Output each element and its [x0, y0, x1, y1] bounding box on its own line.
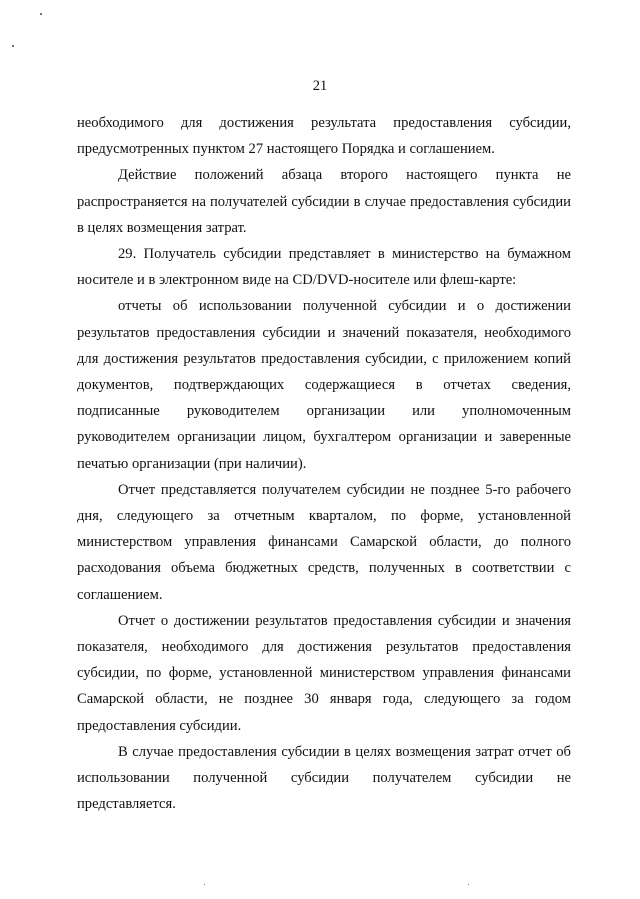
scan-speck [468, 884, 469, 885]
body-text [77, 110, 571, 817]
scan-speck [12, 45, 14, 47]
scan-speck [204, 884, 205, 885]
paragraph-achievement-report: Отчет о достижении результатов предоставления субсидии и значения показателя, необходимого для достижения результатов предоставления субсидии, по форме, установленной министерством управления финансами Самарской области, не позднее 30 января года, следующего за годом предоставления субсидии. [77, 612, 571, 734]
paragraph-exception: Действие положений абзаца второго настоящего пункта не распространяется на получателей субсидии в случае предоставления субсидии в целях возмещения затрат. [77, 167, 571, 236]
scan-speck [40, 13, 42, 15]
paragraph-reports-list: отчеты об использовании полученной субсидии и о достижении результатов предоставления субсидии и значений показателя, необходимого для достижения результатов предоставления субсидии, с приложением копий документов, подтверждающих содержащиеся в отчетах сведения, подписанные руководителем организации или уполномоченным руководителем организации лицом, бухгалтером организации и заверенные печатью организации (при наличии). [77, 298, 571, 472]
paragraph-continuation: необходимого для достижения результата предоставления субсидии, предусмотренных пунктом 27 настоящего Порядка и соглашением. [77, 115, 571, 158]
page-number: 21 [312, 78, 328, 94]
paragraph-report-deadline: Отчет представляется получателем субсидии не позднее 5-го рабочего дня, следующего за отчетным кварталом, по форме, установленной министерством управления финансами Самарской области, до полного расходования объема бюджетных средств, полученных в соответствии с соглашением. [77, 481, 571, 603]
paragraph-item-29: 29. Получатель субсидии представляет в министерство на бумажном носителе и в электронном виде на CD/DVD-носителе или флеш-карте: [77, 246, 571, 289]
paragraph-reimbursement-case: В случае предоставления субсидии в целях возмещения затрат отчет об использовании полученной субсидии получателем субсидии не представляется. [77, 743, 571, 813]
